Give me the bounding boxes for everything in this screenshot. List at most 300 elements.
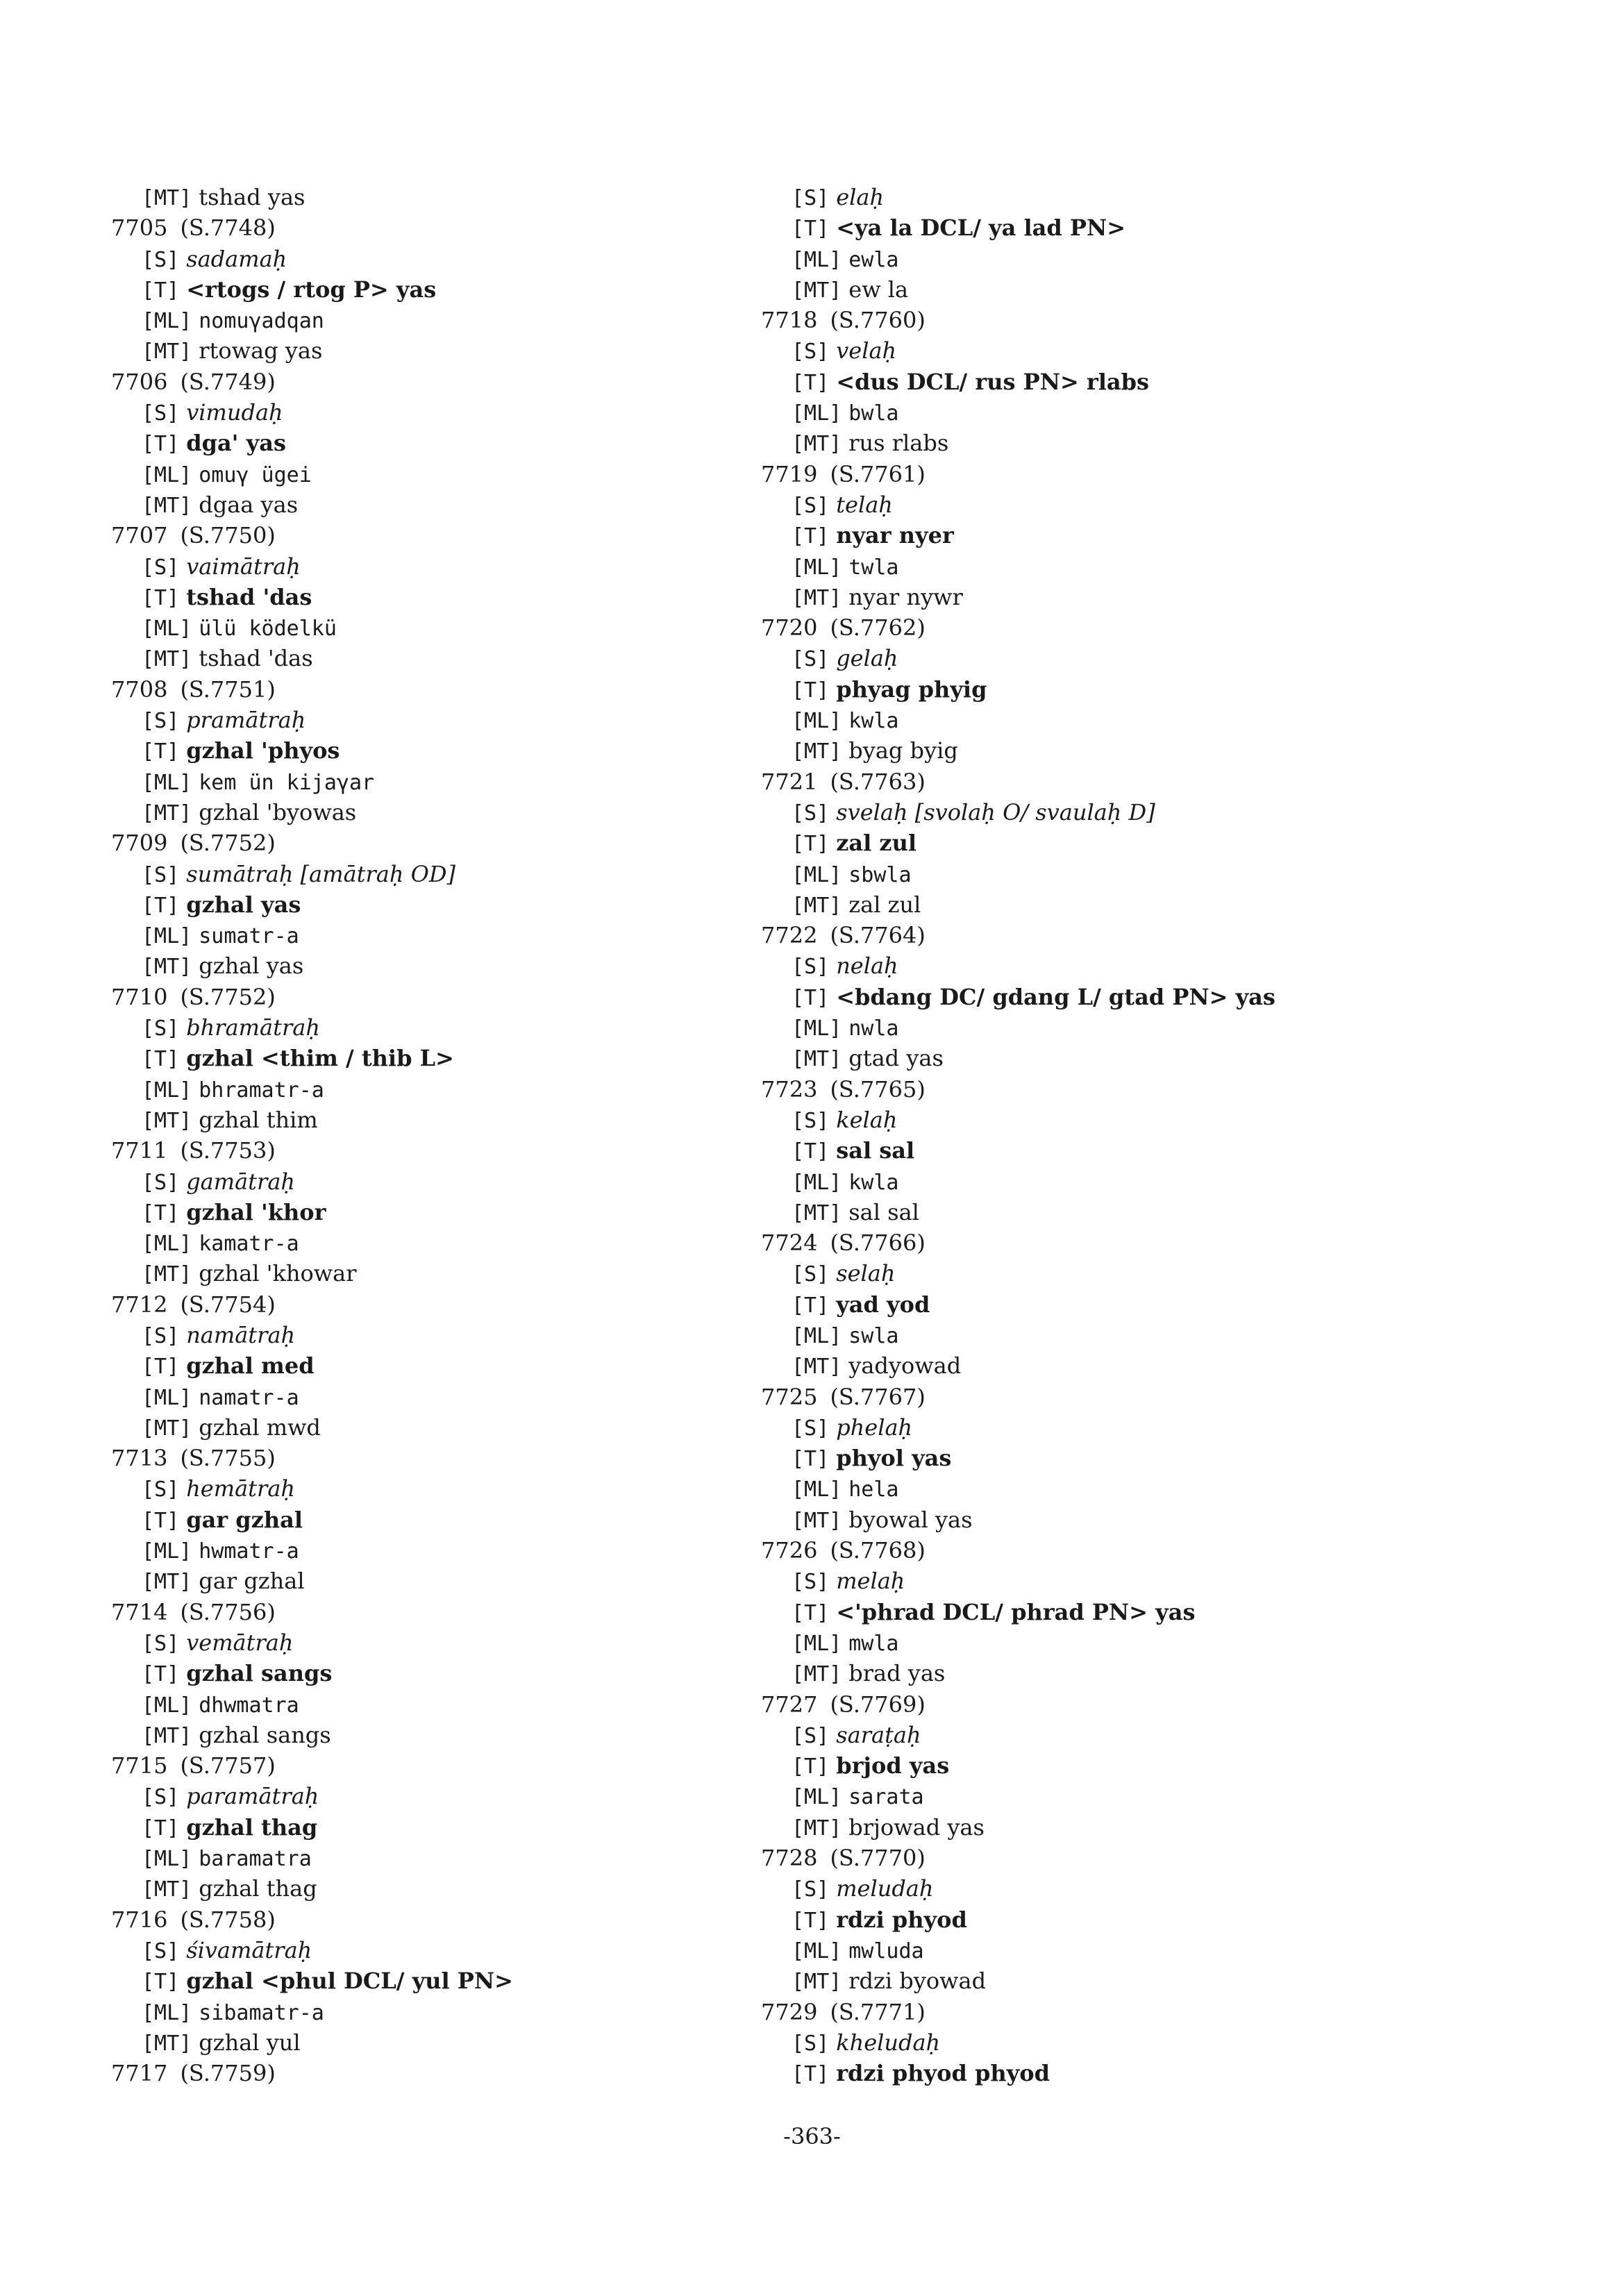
entry-field — [761, 674, 1455, 705]
field-value: mwla — [848, 1631, 899, 1656]
field-value: kelaḥ — [836, 1106, 898, 1133]
entry-field — [761, 1473, 1455, 1504]
field-tag: [T] — [142, 585, 180, 610]
entry-number: 7729 — [761, 1998, 818, 2025]
field-value: kamatr-a — [199, 1232, 299, 1257]
entry-field — [111, 705, 805, 735]
field-tag: [T] — [792, 217, 830, 242]
field-value: tshad 'das — [199, 645, 313, 672]
field-tag: [MT] — [792, 1355, 842, 1380]
field-tag: [MT] — [142, 1723, 192, 1748]
entry-number: 7722 — [761, 922, 818, 949]
entry-header — [111, 1904, 805, 1935]
field-value: velaḥ — [836, 337, 897, 364]
entry-header — [111, 1750, 805, 1781]
field-value: omuγ ügei — [199, 462, 312, 487]
field-value: nyar nywr — [848, 583, 963, 610]
field-tag: [S] — [142, 1938, 180, 1963]
field-value: śivamātraḥ — [186, 1936, 312, 1963]
entry-number: 7721 — [761, 768, 818, 795]
field-value: gamātraḥ — [186, 1168, 296, 1195]
entry-field — [761, 1135, 1455, 1166]
field-tag: [ML] — [142, 1539, 192, 1564]
entry-number: 7714 — [111, 1598, 168, 1625]
entry-field — [761, 182, 1455, 212]
entry-field — [111, 582, 805, 612]
field-tag: [MT] — [142, 1570, 192, 1595]
entry-field — [761, 520, 1455, 551]
field-value: kem ün kijaγar — [199, 770, 375, 795]
entry-number: 7718 — [761, 307, 818, 334]
entry-field — [111, 182, 805, 212]
field-value: bwla — [848, 401, 899, 426]
field-tag: [ML] — [142, 924, 192, 949]
entry-field — [761, 1443, 1455, 1473]
field-tag: [MT] — [792, 432, 842, 457]
entry-reference: (S.7757) — [180, 1752, 276, 1779]
field-value: gzhal yas — [199, 953, 304, 980]
field-tag: [T] — [792, 1600, 830, 1625]
entry-field — [761, 1289, 1455, 1320]
field-tag: [S] — [792, 2031, 830, 2056]
entry-field — [111, 1166, 805, 1197]
field-value: nelaḥ — [836, 953, 898, 980]
field-value: nyar nyer — [836, 522, 954, 549]
entry-field — [761, 982, 1455, 1012]
field-value: byag byig — [848, 737, 958, 764]
field-tag: [ML] — [792, 1170, 842, 1195]
entry-field — [111, 797, 805, 828]
entry-reference: (S.7752) — [180, 983, 276, 1010]
field-tag: [ML] — [792, 401, 842, 426]
field-tag: [ML] — [142, 462, 192, 487]
field-tag: [T] — [792, 2062, 830, 2087]
field-tag: [T] — [792, 1139, 830, 1164]
entry-field — [111, 1197, 805, 1227]
field-tag: [ML] — [792, 1016, 842, 1041]
field-value: sibamatr-a — [199, 2000, 324, 2025]
field-value: kwla — [848, 709, 899, 734]
entry-reference: (S.7769) — [830, 1691, 926, 1718]
field-tag: [MT] — [792, 1662, 842, 1687]
field-value: gar gzhal — [199, 1568, 305, 1595]
entry-field — [761, 643, 1455, 673]
field-value: baramatra — [199, 1847, 312, 1872]
field-value: saraṭaḥ — [836, 1721, 921, 1748]
entry-field — [111, 305, 805, 335]
field-tag: [MT] — [142, 2031, 192, 2056]
entry-field — [111, 766, 805, 797]
field-tag: [ML] — [792, 862, 842, 887]
field-tag: [MT] — [792, 739, 842, 764]
field-tag: [MT] — [142, 1416, 192, 1441]
entry-field — [111, 1627, 805, 1658]
entry-header — [761, 1997, 1455, 2027]
field-value: phyol yas — [836, 1445, 952, 1472]
entry-header — [111, 1597, 805, 1627]
entry-number: 7723 — [761, 1075, 818, 1103]
field-tag: [ML] — [792, 709, 842, 734]
field-value: rdzi phyod phyod — [836, 2060, 1050, 2087]
entry-number: 7705 — [111, 215, 168, 242]
field-tag: [T] — [792, 985, 830, 1010]
field-tag: [T] — [792, 1293, 830, 1318]
entry-field — [761, 1597, 1455, 1627]
field-value: kheludaḥ — [836, 2029, 941, 2056]
entry-field — [761, 397, 1455, 428]
field-tag: [S] — [792, 1262, 830, 1287]
entry-header — [111, 1135, 805, 1166]
field-tag: [T] — [792, 1754, 830, 1779]
field-value: twla — [848, 555, 899, 580]
field-tag: [MT] — [142, 1262, 192, 1287]
entry-field — [761, 1197, 1455, 1227]
field-tag: [MT] — [792, 1508, 842, 1533]
entry-field — [111, 335, 805, 366]
entry-number: 7706 — [111, 368, 168, 395]
entry-field — [111, 920, 805, 950]
entry-field — [761, 1627, 1455, 1658]
entry-field — [761, 335, 1455, 366]
entry-field — [761, 1720, 1455, 1750]
entry-field — [111, 1473, 805, 1504]
field-value: <'phrad DCL/ phrad PN> yas — [836, 1598, 1196, 1625]
entry-reference: (S.7760) — [830, 307, 926, 334]
entry-field — [761, 1781, 1455, 1811]
field-tag: [MT] — [792, 278, 842, 303]
entry-field — [761, 551, 1455, 582]
field-tag: [MT] — [792, 893, 842, 918]
field-tag: [ML] — [792, 1938, 842, 1963]
entry-reference: (S.7758) — [180, 1906, 276, 1933]
field-tag: [MT] — [792, 585, 842, 610]
field-value: zal zul — [836, 830, 916, 857]
entry-field — [111, 1843, 805, 1873]
field-tag: [S] — [142, 862, 180, 887]
field-value: gzhal 'khowar — [199, 1260, 357, 1287]
field-value: rtowag yas — [199, 337, 323, 364]
entry-field — [761, 1505, 1455, 1535]
field-value: rdzi byowad — [848, 1968, 987, 1995]
field-tag: [ML] — [142, 2000, 192, 2025]
entry-reference: (S.7767) — [830, 1383, 926, 1410]
field-tag: [S] — [142, 1477, 180, 1502]
field-tag: [S] — [792, 1108, 830, 1133]
field-tag: [ML] — [142, 1232, 192, 1257]
entry-number: 7727 — [761, 1691, 818, 1718]
entry-header — [111, 674, 805, 705]
entry-field — [111, 1658, 805, 1689]
field-value: gzhal yas — [186, 891, 301, 918]
entry-field — [111, 612, 805, 643]
entry-reference: (S.7754) — [180, 1291, 276, 1318]
entry-field — [761, 212, 1455, 243]
entry-field — [111, 1997, 805, 2027]
field-tag: [MT] — [142, 1877, 192, 1902]
field-tag: [T] — [792, 832, 830, 857]
entry-header — [111, 2058, 805, 2088]
entry-field — [761, 1904, 1455, 1935]
field-value: kwla — [848, 1170, 899, 1195]
entry-field — [761, 1043, 1455, 1073]
field-tag: [S] — [142, 555, 180, 580]
entry-field — [111, 950, 805, 981]
field-value: ewla — [848, 247, 899, 272]
entry-reference: (S.7750) — [180, 522, 276, 549]
entry-field — [111, 1566, 805, 1596]
field-value: yad yod — [836, 1291, 930, 1318]
field-value: <rtogs / rtog P> yas — [186, 276, 437, 303]
field-value: dhwmatra — [199, 1693, 299, 1718]
field-tag: [ML] — [142, 1078, 192, 1103]
entry-number: 7712 — [111, 1291, 168, 1318]
entry-field — [111, 1320, 805, 1350]
field-tag: [S] — [792, 1723, 830, 1748]
field-tag: [ML] — [142, 1847, 192, 1872]
entry-number: 7709 — [111, 830, 168, 857]
entry-number: 7713 — [111, 1445, 168, 1472]
field-tag: [MT] — [142, 186, 192, 210]
entry-field — [761, 1350, 1455, 1381]
field-value: gar gzhal — [186, 1506, 303, 1533]
entry-header — [111, 1289, 805, 1320]
field-value: ülü ködelkü — [199, 617, 337, 642]
field-tag: [S] — [792, 647, 830, 672]
entry-number: 7710 — [111, 983, 168, 1010]
field-tag: [S] — [792, 493, 830, 518]
entry-field — [111, 1043, 805, 1073]
entry-field — [761, 828, 1455, 858]
field-value: dgaa yas — [199, 491, 299, 518]
field-tag: [S] — [142, 1785, 180, 1810]
entry-field — [761, 274, 1455, 305]
entry-reference: (S.7766) — [830, 1230, 926, 1257]
entry-reference: (S.7748) — [180, 215, 276, 242]
field-value: telaḥ — [836, 491, 893, 518]
field-tag: [ML] — [792, 1785, 842, 1810]
entry-field — [761, 859, 1455, 889]
field-value: sal sal — [836, 1137, 915, 1164]
field-value: meludaḥ — [836, 1875, 934, 1902]
entry-field — [111, 1812, 805, 1843]
field-tag: [MT] — [792, 1047, 842, 1072]
entry-field — [761, 735, 1455, 766]
field-tag: [ML] — [142, 770, 192, 795]
entry-header — [761, 612, 1455, 643]
entry-field — [111, 1350, 805, 1381]
field-value: gzhal sangs — [186, 1660, 333, 1687]
field-value: svelaḥ [svolaḥ O/ svaulaḥ D] — [836, 798, 1155, 826]
field-tag: [S] — [142, 709, 180, 734]
entry-header — [761, 305, 1455, 335]
field-value: <bdang DC/ gdang L/ gtad PN> yas — [836, 983, 1275, 1010]
field-tag: [MT] — [142, 801, 192, 826]
entry-number: 7720 — [761, 614, 818, 642]
entry-header — [111, 367, 805, 397]
entry-header — [761, 1843, 1455, 1873]
field-value: vemātraḥ — [186, 1629, 294, 1656]
field-tag: [T] — [792, 524, 830, 549]
entry-field — [111, 1074, 805, 1105]
entry-field — [761, 1412, 1455, 1443]
field-tag: [ML] — [142, 1385, 192, 1410]
entry-field — [111, 859, 805, 889]
entry-field — [111, 889, 805, 920]
entry-field — [111, 1720, 805, 1750]
entry-field — [111, 1873, 805, 1904]
field-tag: [S] — [142, 1016, 180, 1041]
field-value: pramātraḥ — [186, 707, 306, 734]
field-value: paramātraḥ — [186, 1783, 319, 1810]
entry-field — [111, 551, 805, 582]
entry-field — [111, 244, 805, 274]
entry-field — [111, 1535, 805, 1566]
field-value: byowal yas — [848, 1506, 973, 1533]
field-tag: [T] — [792, 678, 830, 703]
field-tag: [T] — [142, 1355, 180, 1380]
entry-number: 7724 — [761, 1230, 818, 1257]
field-tag: [ML] — [792, 1323, 842, 1348]
entry-header — [761, 1074, 1455, 1105]
entry-header — [761, 1382, 1455, 1412]
entry-reference: (S.7752) — [180, 830, 276, 857]
entry-field — [761, 1750, 1455, 1781]
entry-header — [761, 920, 1455, 950]
field-tag: [T] — [142, 1047, 180, 1072]
field-value: sbwla — [848, 862, 912, 887]
field-tag: [S] — [792, 1416, 830, 1441]
field-value: hemātraḥ — [186, 1475, 295, 1502]
entry-field — [761, 705, 1455, 735]
field-value: namātraḥ — [186, 1321, 296, 1348]
field-value: <dus DCL/ rus PN> rlabs — [836, 368, 1150, 395]
field-tag: [S] — [792, 1877, 830, 1902]
field-tag: [T] — [792, 1908, 830, 1933]
field-tag: [T] — [142, 1662, 180, 1687]
entry-reference: (S.7755) — [180, 1445, 276, 1472]
entry-field — [761, 244, 1455, 274]
entry-field — [761, 1935, 1455, 1966]
entry-header — [761, 766, 1455, 797]
entry-header — [111, 1443, 805, 1473]
field-value: gzhal yul — [199, 2029, 301, 2056]
entry-field — [111, 489, 805, 520]
entry-header — [761, 1689, 1455, 1720]
field-value: gzhal 'khor — [186, 1198, 326, 1225]
field-value: gzhal 'phyos — [186, 737, 340, 764]
entry-reference: (S.7753) — [180, 1137, 276, 1164]
field-value: gzhal thag — [199, 1875, 317, 1902]
field-tag: [S] — [142, 401, 180, 426]
field-value: gelaḥ — [836, 645, 898, 672]
field-value: gzhal mwd — [199, 1414, 321, 1441]
entry-reference: (S.7761) — [830, 460, 926, 487]
entry-field — [761, 1658, 1455, 1689]
field-tag: [T] — [142, 1200, 180, 1225]
field-value: gzhal med — [186, 1352, 315, 1380]
entry-reference: (S.7770) — [830, 1845, 926, 1872]
entry-header — [761, 459, 1455, 489]
field-value: dga' yas — [186, 430, 286, 457]
field-tag: [ML] — [792, 555, 842, 580]
field-value: hwmatr-a — [199, 1539, 299, 1564]
entry-field — [761, 582, 1455, 612]
entry-field — [761, 1873, 1455, 1904]
entry-field — [761, 489, 1455, 520]
field-value: tshad 'das — [186, 583, 312, 610]
field-tag: [S] — [792, 1570, 830, 1595]
entry-field — [761, 2058, 1455, 2088]
field-value: yadyowad — [848, 1352, 962, 1380]
field-value: selaḥ — [836, 1260, 896, 1287]
field-tag: [MT] — [792, 1970, 842, 1995]
entry-field — [761, 950, 1455, 981]
entry-field — [111, 735, 805, 766]
field-value: rdzi phyod — [836, 1906, 967, 1933]
entry-header — [111, 212, 805, 243]
field-tag: [MT] — [142, 493, 192, 518]
entry-field — [111, 1781, 805, 1811]
field-tag: [ML] — [792, 247, 842, 272]
entry-field — [111, 1689, 805, 1720]
field-tag: [S] — [142, 1170, 180, 1195]
entry-number: 7728 — [761, 1845, 818, 1872]
field-tag: [ML] — [142, 1693, 192, 1718]
entry-field — [761, 1012, 1455, 1043]
field-tag: [T] — [142, 1508, 180, 1533]
field-tag: [S] — [142, 1631, 180, 1656]
entry-field — [761, 1320, 1455, 1350]
field-value: tshad yas — [199, 184, 305, 210]
entry-header — [761, 1227, 1455, 1258]
entry-header — [111, 982, 805, 1012]
entry-field — [111, 274, 805, 305]
field-value: elaḥ — [836, 184, 885, 210]
entry-reference: (S.7771) — [830, 1998, 926, 2025]
entry-field — [111, 1412, 805, 1443]
entry-number: 7719 — [761, 460, 818, 487]
entry-reference: (S.7751) — [180, 676, 276, 703]
field-tag: [T] — [142, 739, 180, 764]
entry-reference: (S.7762) — [830, 614, 926, 642]
entry-field — [111, 1966, 805, 1996]
field-value: bhramātraḥ — [186, 1014, 320, 1041]
entry-reference: (S.7764) — [830, 922, 926, 949]
field-tag: [S] — [792, 955, 830, 980]
field-tag: [MT] — [142, 955, 192, 980]
field-value: mwluda — [848, 1938, 924, 1963]
field-value: sumātraḥ [amātraḥ OD] — [186, 860, 456, 887]
entry-field — [111, 1935, 805, 1966]
entry-number: 7725 — [761, 1383, 818, 1410]
field-value: melaḥ — [836, 1568, 905, 1595]
field-tag: [T] — [792, 1447, 830, 1472]
field-tag: [MT] — [142, 1108, 192, 1133]
entry-field — [111, 459, 805, 489]
field-value: gzhal <thim / thib L> — [186, 1045, 454, 1072]
field-value: nomuγadqan — [199, 309, 324, 334]
entry-header — [761, 1535, 1455, 1566]
entry-field — [111, 1227, 805, 1258]
entry-field — [761, 1966, 1455, 1996]
entry-reference: (S.7749) — [180, 368, 276, 395]
field-value: sarata — [848, 1785, 924, 1810]
field-tag: [MT] — [792, 1200, 842, 1225]
field-value: vaimātraḥ — [186, 553, 301, 580]
entry-field — [111, 2027, 805, 2058]
entry-reference: (S.7765) — [830, 1075, 926, 1103]
field-value: namatr-a — [199, 1385, 299, 1410]
